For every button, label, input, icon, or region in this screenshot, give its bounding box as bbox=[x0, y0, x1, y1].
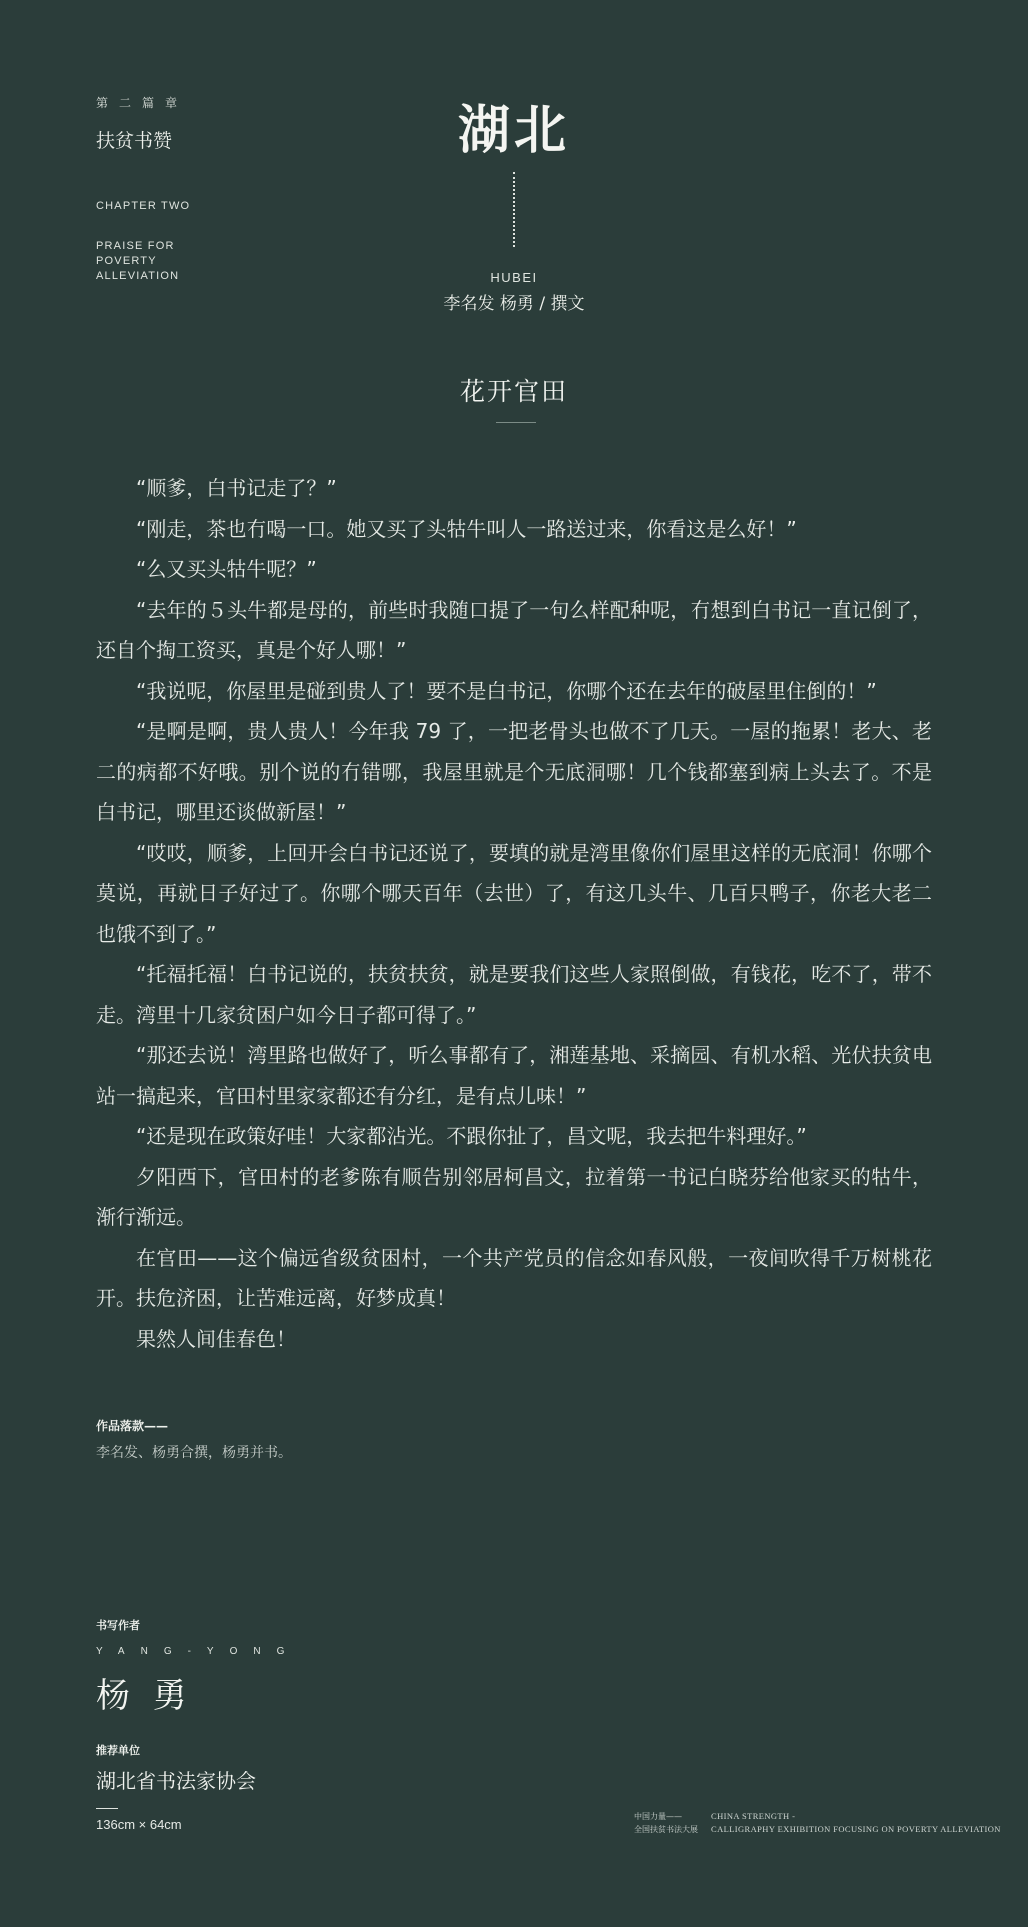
paragraph: “托福托福！白书记说的，扶贫扶贫，就是要我们这些人家照倒做，有钱花，吃不了，带不走。湾里十几家贫困户如今日子都可得了。” bbox=[96, 962, 932, 1027]
paragraph: “我说呢，你屋里是碰到贵人了！要不是白书记，你哪个还在去年的破屋里住倒的！” bbox=[136, 678, 877, 703]
paragraph: “顺爹，白书记走了？” bbox=[136, 476, 337, 500]
paragraph: 果然人间佳春色！ bbox=[136, 1326, 296, 1351]
article-body bbox=[96, 468, 932, 1359]
region-title: 湖北 bbox=[457, 100, 570, 161]
exhibition-logo-cn-line: 中国力量—— bbox=[634, 1812, 682, 1821]
paragraph: “哎哎，顺爹，上回开会白书记还说了，要填的就是湾里像你们屋里这样的无底洞！你哪个莫说，再就日子好过了。你哪个哪天百年（去世）了，有这几头牛、几百只鸭子，你老大老二也饿不到了。” bbox=[96, 840, 932, 946]
paragraph: “还是现在政策好哇！大家都沾光。不跟你扯了，昌文呢，我去把牛料理好。” bbox=[136, 1124, 807, 1148]
paragraph: “么又买头牯牛呢？” bbox=[136, 557, 317, 581]
article-authors: 李名发 杨勇 / 撰文 bbox=[443, 294, 585, 314]
paragraph: 夕阳西下，官田村的老爹陈有顺告别邻居柯昌文，拉着第一书记白晓芬给他家买的牯牛，渐行渐远。 bbox=[96, 1164, 932, 1229]
article-title: 花开官田 bbox=[459, 377, 568, 406]
paragraph: “是啊是啊，贵人贵人！今年我 79 了，一把老骨头也做不了几天。一屋的拖累！老大、老二的病都不好哦。别个说的冇错哪，我屋里就是个无底洞哪！几个钱都塞到病上头去了。不是白书记，哪里还谈做新屋！” bbox=[96, 719, 932, 824]
chapter-title-cn: 扶贫书赞 bbox=[96, 130, 173, 152]
exhibition-logo-cn-line: 全国扶贫书法大展 bbox=[634, 1825, 698, 1834]
title-underline bbox=[496, 422, 536, 423]
exhibition-logo-en bbox=[711, 1810, 1001, 1836]
chapter-title-en-line: ALLEVIATION bbox=[96, 270, 180, 282]
recommend-label: 推荐单位 bbox=[96, 1744, 140, 1757]
chapter-title-en-line: PRAISE FOR bbox=[96, 240, 175, 252]
writer-name: 杨 勇 bbox=[96, 1676, 193, 1716]
chapter-title-en-line: POVERTY bbox=[96, 255, 157, 267]
recommend-organization: 湖北省书法家协会 bbox=[96, 1769, 256, 1793]
exhibition-logo-cn bbox=[634, 1810, 698, 1836]
chapter-label-en: CHAPTER TWO bbox=[96, 200, 191, 212]
paragraph: 在官田——这个偏远省级贫困村，一个共产党员的信念如春风般，一夜间吹得千万树桃花开。扶危济困，让苦难远离，好梦成真！ bbox=[96, 1245, 932, 1310]
artwork-size: 136cm × 64cm bbox=[96, 1817, 182, 1832]
writer-pinyin: YANG-YONG bbox=[96, 1646, 301, 1657]
region-subtitle-en: HUBEI bbox=[490, 270, 538, 285]
size-divider bbox=[96, 1808, 118, 1809]
paragraph: “刚走，茶也冇喝一口。她又买了头牯牛叫人一路送过来，你看这是么好！” bbox=[136, 516, 797, 541]
inscription-text: 李名发、杨勇合撰，杨勇并书。 bbox=[96, 1445, 292, 1461]
dotted-divider bbox=[513, 172, 515, 247]
chapter-label-cn: 第二篇章 bbox=[96, 96, 189, 110]
inscription-label: 作品落款—— bbox=[96, 1419, 169, 1433]
paragraph: “那还去说！湾里路也做好了，听么事都有了，湘莲基地、采摘园、有机水稻、光伏扶贫电站一搞起来，官田村里家家都还有分红，是有点儿味！” bbox=[96, 1043, 932, 1108]
paragraph: “去年的５头牛都是母的，前些时我随口提了一句么样配种呢，冇想到白书记一直记倒了，还自个掏工资买，真是个好人哪！” bbox=[96, 597, 932, 662]
exhibition-logo-en-line: CALLIGRAPHY EXHIBITION FOCUSING ON POVERTY ALLEVIATION bbox=[711, 1824, 1001, 1834]
writer-label: 书写作者 bbox=[96, 1619, 140, 1632]
exhibition-logo-en-line: CHINA STRENGTH - bbox=[711, 1811, 796, 1821]
